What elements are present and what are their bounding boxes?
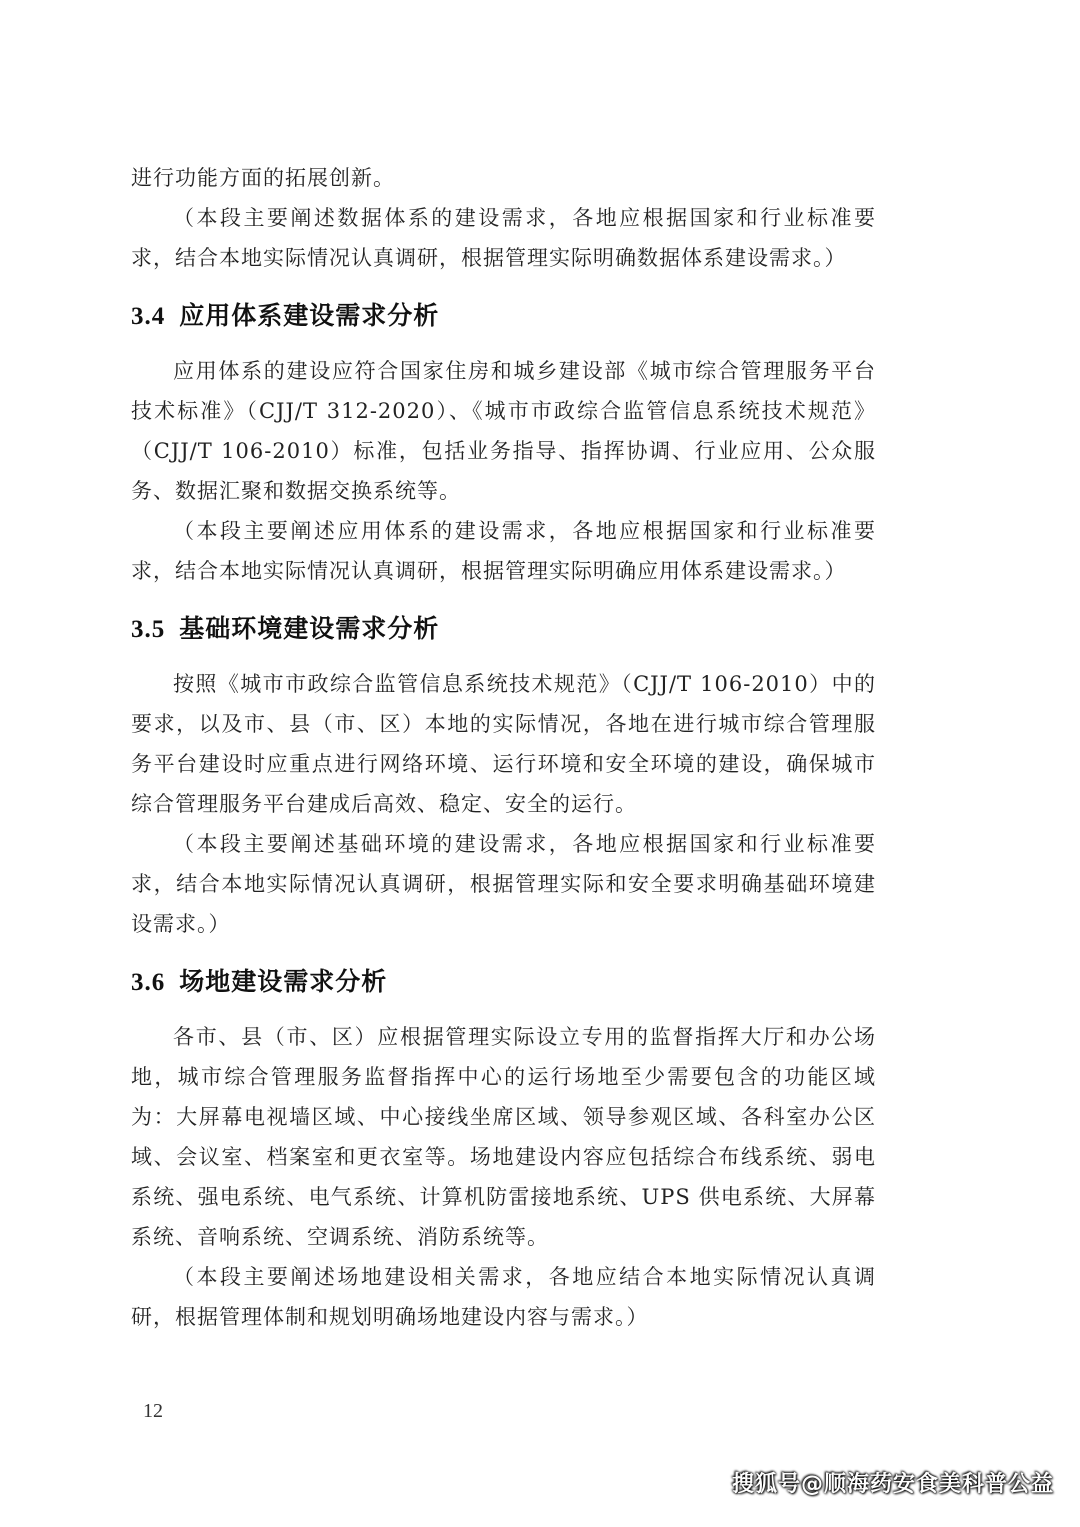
page-number: 12 — [143, 1400, 163, 1422]
section-title: 应用体系建设需求分析 — [179, 301, 440, 330]
intro-paragraph: 进行功能方面的拓展创新。 — [131, 166, 395, 190]
section-heading-3-5 — [131, 609, 876, 650]
section-body: 各市、县（市、区）应根据管理实际设立专用的监督指挥大厅和办公场地，城市综合管理服务监督指挥中心的运行场地至少需要包含的功能区域为：大屏幕电视墙区域、中心接线坐席区域、领导参观区域、各科室办公区域、会议室、档案室和更衣室等。场地建设内容应包括综合布线系统、弱电系统、强电系统、电气系统、计算机防雷接地系统、UPS 供电系统、大屏幕系统、音响系统、空调系统、消防系统等。 — [131, 1025, 876, 1249]
watermark: 搜狐号@顺海药安食美科普公益 — [731, 1472, 1054, 1497]
section-title: 场地建设需求分析 — [179, 967, 388, 996]
section-number: 3.4 — [131, 303, 166, 330]
section-heading-3-6 — [131, 962, 876, 1003]
section-note: （本段主要阐述场地建设相关需求，各地应结合本地实际情况认真调研，根据管理体制和规划明确场地建设内容与需求。） — [131, 1265, 876, 1329]
section-number: 3.5 — [131, 616, 166, 643]
section-body: 应用体系的建设应符合国家住房和城乡建设部《城市综合管理服务平台技术标准》（CJJ/T 312-2020）、《城市市政综合监管信息系统技术规范》（CJJ/T 106-2010）标准，包括业务指导、指挥协调、行业应用、公众服务、数据汇聚和数据交换系统等。 — [131, 359, 877, 503]
section-note: （本段主要阐述应用体系的建设需求，各地应根据国家和行业标准要求，结合本地实际情况认真调研，根据管理实际明确应用体系建设需求。） — [131, 519, 876, 583]
section-number: 3.6 — [131, 969, 166, 996]
section-note: （本段主要阐述基础环境的建设需求，各地应根据国家和行业标准要求，结合本地实际情况认真调研，根据管理实际和安全要求明确基础环境建设需求。） — [131, 832, 876, 936]
section-body: 按照《城市市政综合监管信息系统技术规范》（CJJ/T 106-2010）中的要求，以及市、县（市、区）本地的实际情况，各地在进行城市综合管理服务平台建设时应重点进行网络环境、运行环境和安全环境的建设，确保城市综合管理服务平台建成后高效、稳定、安全的运行。 — [131, 672, 876, 816]
section-title: 基础环境建设需求分析 — [179, 614, 440, 643]
section-heading-3-4 — [131, 296, 876, 337]
page-content — [131, 158, 876, 1337]
intro-note: （本段主要阐述数据体系的建设需求，各地应根据国家和行业标准要求，结合本地实际情况认真调研，根据管理实际明确数据体系建设需求。） — [131, 206, 876, 270]
